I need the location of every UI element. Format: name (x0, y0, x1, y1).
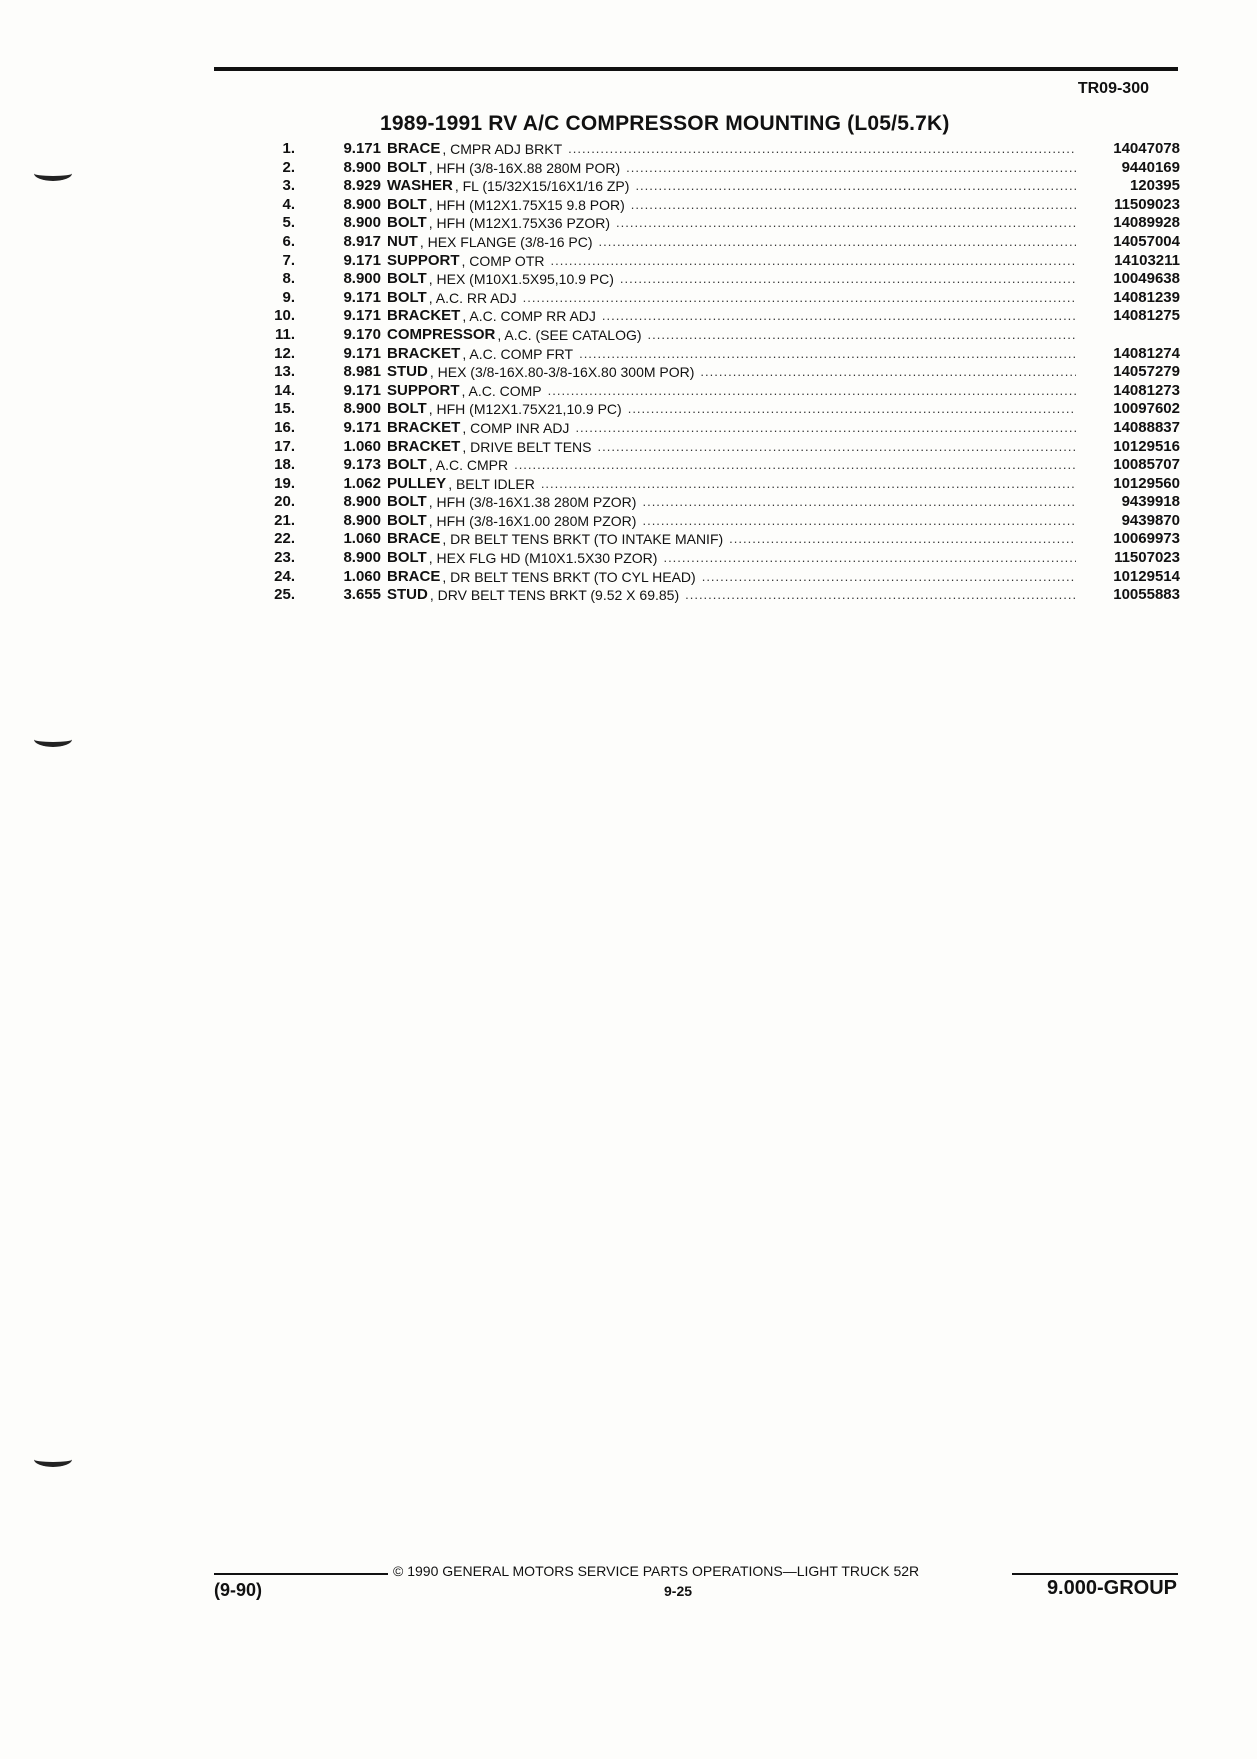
part-row (250, 140, 1180, 159)
part-detail: , DR BELT TENS BRKT (TO INTAKE MANIF) (442, 531, 724, 548)
part-detail: , DRV BELT TENS BRKT (9.52 X 69.85) (429, 587, 680, 604)
group-number: 8.900 (343, 195, 381, 213)
item-number: 18. (274, 456, 295, 474)
part-row (250, 382, 1180, 401)
part-detail: , CMPR ADJ BRKT (442, 141, 563, 157)
part-name: BRACE (387, 530, 441, 548)
part-number: 10129560 (1113, 474, 1180, 492)
part-name: BRACKET (387, 418, 461, 436)
part-description (387, 530, 1084, 549)
parts-list (250, 140, 1180, 605)
part-number: 14057279 (1113, 363, 1180, 381)
part-name: SUPPORT (387, 381, 460, 399)
dot-leader (635, 177, 1076, 196)
dot-leader (642, 512, 1076, 531)
part-row (250, 419, 1180, 438)
group-number: 8.900 (343, 511, 381, 529)
group-number: 8.900 (343, 400, 381, 418)
item-number: 9. (282, 288, 295, 306)
part-name: NUT (387, 232, 418, 250)
part-detail: , HEX (M10X1.5X95,10.9 PC) (428, 271, 614, 288)
item-number: 8. (282, 270, 295, 288)
part-number: 14057004 (1113, 232, 1180, 250)
part-row (250, 252, 1180, 271)
dot-leader (599, 233, 1076, 252)
part-detail: , HEX FLG HD (M10X1.5X30 PZOR) (428, 550, 658, 567)
part-number: 9439870 (1121, 511, 1180, 529)
item-number: 12. (274, 344, 295, 362)
part-description (387, 252, 1084, 271)
dot-leader (648, 326, 1076, 345)
item-number: 24. (274, 567, 295, 585)
group-number: 8.981 (343, 363, 381, 381)
page-number: 9-25 (664, 1583, 693, 1599)
part-number: 11507023 (1114, 549, 1180, 567)
part-description (387, 363, 1084, 382)
part-description (387, 438, 1084, 457)
dot-leader (568, 140, 1076, 159)
doc-code: TR09-300 (1077, 80, 1149, 97)
dot-leader (541, 475, 1076, 494)
part-row (250, 159, 1180, 178)
item-number: 13. (274, 363, 295, 381)
part-row (250, 345, 1180, 364)
part-name: BOLT (387, 456, 427, 474)
part-name: BRACKET (387, 307, 461, 325)
part-name: STUD (387, 586, 428, 604)
part-detail: , BELT IDLER (448, 475, 535, 492)
group-number: 8.900 (343, 549, 381, 567)
part-detail: , HFH (M12X1.75X15 9.8 POR) (428, 196, 625, 213)
part-row (250, 363, 1180, 382)
item-number: 14. (274, 381, 295, 399)
part-row (250, 586, 1180, 605)
part-name: BRACKET (387, 344, 461, 362)
item-number: 20. (274, 493, 295, 511)
group-number: 9.171 (343, 251, 381, 269)
part-detail: , A.C. COMP FRT (462, 345, 574, 362)
part-name: BOLT (387, 158, 427, 176)
item-number: 1. (282, 140, 295, 157)
part-description (387, 159, 1084, 178)
part-number: 10055883 (1113, 586, 1180, 604)
part-row (250, 456, 1180, 475)
part-detail: , DR BELT TENS BRKT (TO CYL HEAD) (442, 568, 696, 585)
binder-hole-mark (34, 732, 72, 747)
dot-leader (663, 549, 1076, 568)
part-description (387, 456, 1084, 475)
part-number: 9440169 (1121, 158, 1180, 176)
footer-rule-left (214, 1573, 388, 1575)
binder-hole-mark (34, 1452, 72, 1467)
part-number: 10085707 (1113, 456, 1180, 474)
part-number: 10069973 (1113, 530, 1180, 548)
part-description (387, 549, 1084, 568)
part-description (387, 419, 1084, 438)
part-name: BOLT (387, 493, 427, 511)
dot-leader (631, 196, 1076, 215)
item-number: 3. (282, 177, 295, 195)
dot-leader (523, 289, 1076, 308)
group-number: 9.171 (343, 418, 381, 436)
part-description (387, 214, 1084, 233)
part-description (387, 140, 1084, 159)
part-name: COMPRESSOR (387, 325, 496, 343)
part-name: BOLT (387, 511, 427, 529)
group-number: 9.171 (343, 288, 381, 306)
dot-leader (702, 568, 1076, 587)
part-description (387, 177, 1084, 196)
group-number: 9.171 (343, 381, 381, 399)
part-detail: , COMP OTR (461, 252, 545, 269)
group-number: 8.900 (343, 270, 381, 288)
item-number: 4. (282, 195, 295, 213)
part-description (387, 475, 1084, 494)
part-name: STUD (387, 363, 428, 381)
dot-leader (514, 456, 1076, 475)
dot-leader (642, 493, 1076, 512)
group-number: 9.171 (343, 140, 381, 157)
part-row (250, 475, 1180, 494)
page-title: 1989-1991 RV A/C COMPRESSOR MOUNTING (L05/5.7K) (380, 112, 950, 135)
part-number: 14081275 (1113, 307, 1180, 325)
part-name: BRACE (387, 140, 441, 157)
part-detail: , A.C. (SEE CATALOG) (497, 326, 642, 343)
part-row (250, 568, 1180, 587)
item-number: 17. (274, 437, 295, 455)
part-name: BOLT (387, 549, 427, 567)
footer-rule-right (1012, 1573, 1178, 1575)
item-number: 25. (274, 586, 295, 604)
part-description (387, 326, 1084, 345)
part-name: BOLT (387, 195, 427, 213)
part-number: 120395 (1129, 177, 1180, 195)
part-number: 14088837 (1113, 418, 1180, 436)
part-number: 10049638 (1113, 270, 1180, 288)
part-detail: , HFH (M12X1.75X21,10.9 PC) (428, 401, 622, 418)
part-name: BRACE (387, 567, 441, 585)
part-row (250, 307, 1180, 326)
part-name: BOLT (387, 288, 427, 306)
part-detail: , COMP INR ADJ (462, 419, 570, 436)
part-detail: , A.C. CMPR (428, 457, 509, 474)
item-number: 5. (282, 214, 295, 232)
part-row (250, 177, 1180, 196)
dot-leader (598, 438, 1077, 457)
item-number: 7. (282, 251, 295, 269)
part-number: 14081274 (1113, 344, 1180, 362)
item-number: 11. (274, 325, 295, 343)
part-name: PULLEY (387, 474, 447, 492)
part-row (250, 400, 1180, 419)
part-description (387, 233, 1084, 252)
part-description (387, 307, 1084, 326)
part-name: BOLT (387, 214, 427, 232)
dot-leader (602, 307, 1076, 326)
edition-date: (9-90) (214, 1580, 263, 1600)
part-number: 10129516 (1113, 437, 1180, 455)
group-number: 1.060 (343, 530, 381, 548)
dot-leader (575, 419, 1076, 438)
part-detail: , HEX (3/8-16X.80-3/8-16X.80 300M POR) (429, 364, 695, 381)
part-row (250, 549, 1180, 568)
dot-leader (626, 159, 1076, 178)
item-number: 23. (274, 549, 295, 567)
part-number: 14089928 (1113, 214, 1180, 232)
part-row (250, 270, 1180, 289)
part-description (387, 196, 1084, 215)
part-number: 11509023 (1114, 195, 1180, 213)
part-description (387, 568, 1084, 587)
group-number: 8.900 (343, 493, 381, 511)
part-number: 14081239 (1113, 288, 1180, 306)
part-description (387, 493, 1084, 512)
dot-leader (628, 400, 1076, 419)
top-rule (214, 67, 1178, 71)
part-detail: , HFH (3/8-16X1.38 280M PZOR) (428, 494, 637, 511)
part-detail: , HEX FLANGE (3/8-16 PC) (419, 233, 593, 250)
dot-leader (685, 586, 1076, 605)
part-detail: , HFH (3/8-16X1.00 280M PZOR) (428, 512, 637, 529)
item-number: 6. (282, 232, 295, 250)
part-description (387, 400, 1084, 419)
group-number: 8.929 (343, 177, 381, 195)
part-detail: , DRIVE BELT TENS (462, 438, 592, 455)
group-label: 9.000-GROUP (1046, 1577, 1177, 1599)
part-number: 14103211 (1114, 251, 1180, 269)
part-name: BOLT (387, 400, 427, 418)
part-row (250, 214, 1180, 233)
dot-leader (579, 345, 1076, 364)
item-number: 21. (274, 511, 295, 529)
part-row (250, 493, 1180, 512)
group-number: 8.917 (343, 232, 381, 250)
item-number: 19. (274, 474, 295, 492)
copyright-notice: © 1990 GENERAL MOTORS SERVICE PARTS OPERATIONS—LIGHT TRUCK 52R (393, 1563, 920, 1579)
group-number: 8.900 (343, 158, 381, 176)
part-row (250, 326, 1180, 345)
part-row (250, 512, 1180, 531)
part-number: 10129514 (1113, 567, 1180, 585)
dot-leader (548, 382, 1076, 401)
part-number: 14047078 (1113, 140, 1180, 157)
part-description (387, 512, 1084, 531)
item-number: 22. (274, 530, 295, 548)
dot-leader (550, 252, 1076, 271)
dot-leader (620, 270, 1076, 289)
item-number: 16. (274, 418, 295, 436)
part-description (387, 289, 1084, 308)
part-detail: , HFH (M12X1.75X36 PZOR) (428, 215, 610, 232)
part-number: 10097602 (1113, 400, 1180, 418)
group-number: 1.062 (343, 474, 381, 492)
item-number: 10. (274, 307, 295, 325)
dot-leader (700, 363, 1076, 382)
part-row (250, 289, 1180, 308)
part-row (250, 438, 1180, 457)
part-detail: , A.C. RR ADJ (428, 289, 517, 306)
part-detail: , A.C. COMP RR ADJ (462, 308, 596, 325)
dot-leader (616, 214, 1076, 233)
part-name: WASHER (387, 177, 453, 195)
group-number: 3.655 (343, 586, 381, 604)
part-description (387, 270, 1084, 289)
group-number: 9.173 (343, 456, 381, 474)
part-row (250, 530, 1180, 549)
part-name: BRACKET (387, 437, 461, 455)
part-detail: , FL (15/32X15/16X1/16 ZP) (454, 178, 630, 195)
part-name: BOLT (387, 270, 427, 288)
group-number: 9.171 (343, 344, 381, 362)
item-number: 15. (274, 400, 295, 418)
binder-hole-mark (34, 166, 72, 181)
part-description (387, 345, 1084, 364)
dot-leader (729, 530, 1076, 549)
part-row (250, 196, 1180, 215)
group-number: 9.170 (343, 325, 381, 343)
part-row (250, 233, 1180, 252)
part-detail: , A.C. COMP (461, 382, 542, 399)
part-name: SUPPORT (387, 251, 460, 269)
part-description (387, 586, 1084, 605)
part-description (387, 382, 1084, 401)
group-number: 9.171 (343, 307, 381, 325)
group-number: 1.060 (343, 567, 381, 585)
part-number: 9439918 (1121, 493, 1180, 511)
group-number: 1.060 (343, 437, 381, 455)
group-number: 8.900 (343, 214, 381, 232)
part-detail: , HFH (3/8-16X.88 280M POR) (428, 159, 621, 176)
item-number: 2. (282, 158, 295, 176)
part-number: 14081273 (1113, 381, 1180, 399)
